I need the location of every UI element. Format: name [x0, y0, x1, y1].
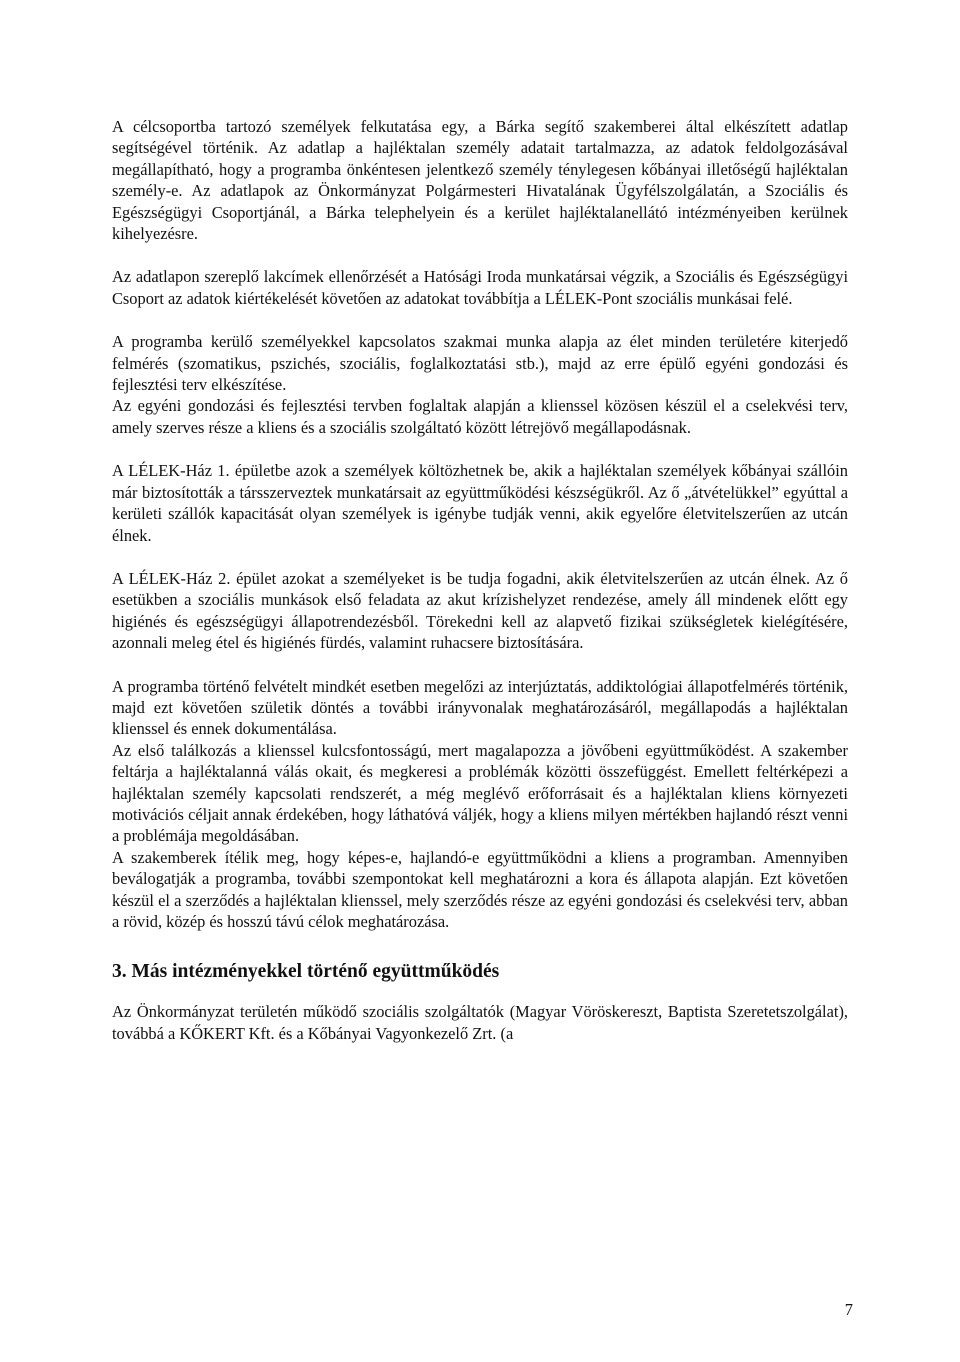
paragraph-admission: A programba történő felvételt mindkét esetben megelőzi az interjúztatás, addiktológiai állapotfelmérés történik, majd ezt követően születik döntés a további irányvonalak meghatározásáról, megállapodás a hajléktalan klienssel és ennek dokumentálása. [112, 676, 848, 739]
paragraph-gap [112, 654, 848, 676]
paragraph-lelek-haz-1: A LÉLEK-Ház 1. épületbe azok a személyek költözhetnek be, akik a hajléktalan személyek kőbányai szállóin már biztosították a társszerveztek munkatársait az együttműködési készségükről. Az ő „átvételükkel” egyúttal a kerületi szállók kapacitását olyan személyek is igénybe tudják venni, akik egyelőre életvitelszerűen az utcán élnek. [112, 461, 848, 545]
section-gap [112, 984, 848, 1001]
paragraph-lelek-haz-2: A LÉLEK-Ház 2. épület azokat a személyeket is be tudja fogadni, akik életvitelszerűen az utcán élnek. Az ő esetükben a szociális munkások első feladata az akut krízishelyzet rendezése, amely áll mindenek előtt egy higiénés és egészségügyi állapotrendezésből. Törekedni kell az alapvető fizikai szükségletek kielégítésére, azonnali meleg étel és higiénés fürdés, valamint ruhacsere biztosítására. [112, 568, 848, 653]
paragraph-cooperation: Az Önkormányzat területén működő szociális szolgáltatók (Magyar Vöröskereszt, Baptista Szeretetszolgálat), továbbá a KŐKERT Kft. és a Kőbányai Vagyonkezelő Zrt. (a [112, 1002, 848, 1043]
section-gap [112, 932, 848, 960]
paragraph-gap [112, 438, 848, 460]
paragraph-professional-work: A programba kerülő személyekkel kapcsolatos szakmai munka alapja az élet minden területére kiterjedő felmérés (szomatikus, pszichés, szociális, foglalkoztatási stb.), majd az erre épülő egyéni gondozási és fejlesztési terv elkészítése. [112, 332, 848, 395]
paragraph-first-meeting: Az első találkozás a klienssel kulcsfontosságú, mert magalapozza a jövőbeni együttműködést. A szakember feltárja a hajléktalanná válás okait, és megkeresi a problémák közötti összefüggést. Emellett feltérképezi a hajléktalan személy kapcsolati rendszerét, a még meglévő erőforrásait és a hajléktalan kliens környezeti motivációs céljait annak érdekében, hogy láthatóvá váljék, hogy a kliens milyen mértékben hajlandó részt venni a problémája megoldásában. [112, 740, 848, 846]
page-number: 7 [844, 1300, 853, 1319]
paragraph-gap [112, 546, 848, 568]
paragraph-target-group: A célcsoportba tartozó személyek felkutatása egy, a Bárka segítő szakemberei által elkészített adatlap segítségével történik. Az adatlap a hajléktalan személy adatait tartalmazza, az adatok feldolgozásával megállapítható, hogy a programba önkéntesen jelentkező személy ténylegesen kőbányai illetőségű hajléktalan személy-e. Az adatlapok az Önkormányzat Polgármesteri Hivatalának Ügyfélszolgálatán, a Szociális és Egészségügyi Csoportjánál, a Bárka telephelyein és a kerület hajléktalanellátó intézményeiben kerülnek kihelyezésre. [112, 117, 848, 244]
document-body [112, 116, 848, 1044]
paragraph-address-verification: Az adatlapon szereplő lakcímek ellenőrzését a Hatósági Iroda munkatársai végzik, a Szociális és Egészségügyi Csoport az adatok kiértékelését követően az adatokat továbbítja a LÉLEK-Pont szociális munkásai felé. [112, 267, 848, 308]
paragraph-gap [112, 244, 848, 266]
section-heading: 3. Más intézményekkel történő együttműködés [112, 961, 500, 983]
paragraph-action-plan: Az egyéni gondozási és fejlesztési tervben foglaltak alapján a klienssel közösen készül el a cselekvési terv, amely szerves része a kliens és a szociális szolgáltató között létrejövő megállapodásnak. [112, 396, 848, 437]
paragraph-gap [112, 309, 848, 331]
paragraph-selection: A szakemberek ítélik meg, hogy képes-e, hajlandó-e együttműködni a kliens a programban. Amennyiben beválogatják a programba, további szempontokat kell meghatározni a kora és állapota alapján. Ezt követően készül el a szerződés a hajléktalan klienssel, mely szerződés része az egyéni gondozási és cselekvési terv, abban a rövid, közép és hosszú távú célok meghatározása. [112, 847, 848, 931]
